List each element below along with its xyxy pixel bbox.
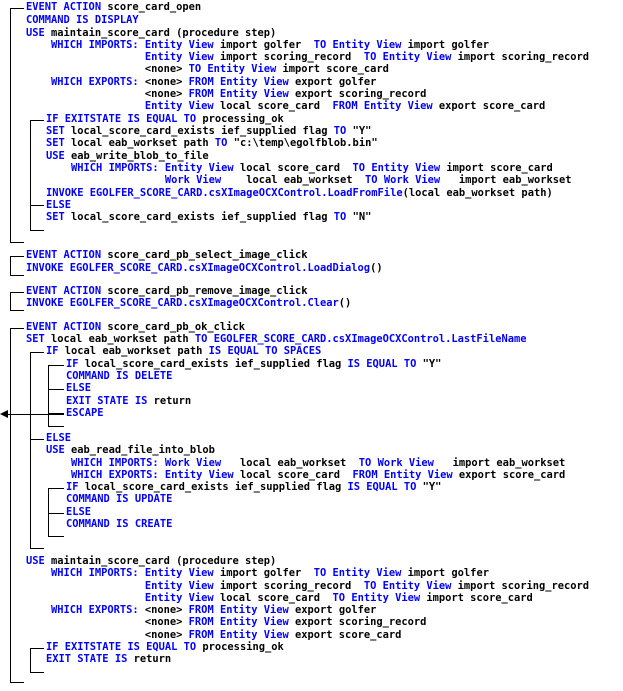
keyword-token: COMMAND IS DISPLAY: [26, 14, 139, 26]
keyword-token: COMMAND IS UPDATE: [66, 493, 173, 505]
code-line-set-local-eab-workset-path-to-c-temp-egolfblob-b[interactable]: [46, 138, 378, 150]
keyword-token: Entity View: [144, 51, 220, 63]
guide-line: [10, 310, 24, 311]
text-token: local eab_workset: [239, 457, 359, 469]
text-token: import eab_workset: [458, 174, 572, 186]
keyword-token: EXIT STATE IS: [46, 653, 134, 665]
code-line-if-local-eab-workset-path-is-equal-to-spaces[interactable]: [46, 346, 321, 358]
text-token: import scoring_record: [219, 580, 364, 592]
keyword-token: FROM Entity View: [188, 629, 296, 641]
keyword-token: Entity View: [144, 100, 220, 112]
text-token: (local eab_workset path): [402, 187, 553, 199]
keyword-token: EXIT STATE IS: [66, 395, 154, 407]
keyword-token: WHICH IMPORTS: Work View: [71, 457, 240, 469]
guide-line: [10, 682, 24, 683]
text-token: [46, 174, 165, 186]
keyword-token: SET: [46, 125, 72, 137]
text-token: [26, 567, 51, 579]
text-token: processing_ok: [202, 641, 284, 653]
code-line-invoke-egolfer-score-card-csximageocxcontrol-loa[interactable]: [26, 263, 383, 275]
keyword-token: USE: [26, 555, 52, 567]
keyword-token: ELSE: [66, 506, 92, 518]
guide-line: [10, 8, 24, 9]
text-token: local score_card: [239, 162, 353, 174]
keyword-token: TO: [333, 211, 353, 223]
code-line-set-local-score-card-exists-ief-supplied-flag-to[interactable]: [46, 212, 371, 224]
guide-line: [30, 205, 44, 206]
code-line-invoke-egolfer-score-card-csximageocxcontrol-loa[interactable]: [46, 188, 553, 200]
text-token: export scoring_record: [295, 616, 427, 628]
keyword-token: IF EXITSTATE IS EQUAL TO: [46, 641, 203, 653]
text-token: [26, 604, 51, 616]
text-token: [26, 100, 145, 112]
text-token: "Y": [422, 358, 442, 370]
keyword-token: IF: [66, 481, 85, 493]
keyword-token: FROM Entity View: [332, 100, 439, 112]
text-token: local_score_card_exists ief_supplied flag: [84, 358, 348, 370]
keyword-token: Work View: [164, 174, 247, 186]
keyword-token: TO: [214, 137, 234, 149]
keyword-token: TO Entity View: [313, 567, 408, 579]
keyword-token: INVOKE EGOLFER_SCORE_CARD.csXImageOCXControl.LoadDialog: [26, 262, 371, 274]
code-line-command-is-display[interactable]: [26, 15, 139, 27]
guide-line: [10, 328, 24, 329]
text-token: processing_ok: [202, 113, 284, 125]
keyword-token: EVENT ACTION: [26, 249, 108, 261]
guide-line: [30, 672, 44, 673]
text-token: import score_card: [282, 63, 389, 75]
keyword-token: USE: [46, 444, 72, 456]
if-bracket: [30, 352, 31, 549]
keyword-token: TO Entity View: [313, 39, 408, 51]
text-token: import golfer: [219, 39, 314, 51]
text-token: local eab_workset path: [64, 345, 209, 357]
keyword-token: SET: [26, 333, 52, 345]
code-line-work-view-local-eab-workset-to-work-view-import-[interactable]: [46, 175, 572, 187]
text-token: <none>: [26, 88, 189, 100]
guide-line: [48, 365, 64, 366]
text-token: import score_card: [446, 162, 553, 174]
guide-line: [48, 426, 64, 427]
text-token: <none>: [144, 604, 189, 616]
text-token: <none>: [144, 76, 189, 88]
text-token: return: [133, 653, 172, 665]
event-bracket: [10, 256, 11, 276]
code-line-command-is-create[interactable]: [66, 519, 172, 531]
code-line-event-action-score-card-pb-select-image-click[interactable]: [26, 250, 308, 262]
code-line-exit-state-is-return[interactable]: [46, 654, 171, 666]
guide-line: [10, 242, 24, 243]
keyword-token: IF: [66, 358, 85, 370]
text-token: export golfer: [295, 604, 377, 616]
if-bracket: [48, 365, 49, 426]
keyword-token: SET: [46, 137, 72, 149]
text-token: local_score_card_exists ief_supplied flag: [84, 481, 348, 493]
keyword-token: WHICH IMPORTS: Entity View: [51, 567, 220, 579]
keyword-token: COMMAND IS CREATE: [66, 518, 173, 530]
keyword-token: SET: [46, 211, 72, 223]
guide-line: [48, 389, 64, 390]
guide-line: [48, 488, 64, 489]
guide-line: [10, 275, 24, 276]
guide-line: [48, 513, 64, 514]
keyword-token: TO EGOLFER_SCORE_CARD.csXImageOCXControl.LastFileName: [194, 333, 527, 345]
text-token: <none>: [26, 616, 189, 628]
text-token: eab_write_blob_to_file: [71, 150, 209, 162]
text-token: import eab_workset: [452, 457, 566, 469]
guide-line: [30, 548, 44, 549]
code-line-command-is-update[interactable]: [66, 494, 172, 506]
text-token: local score_card: [219, 100, 333, 112]
keyword-token: TO Work View: [365, 174, 459, 186]
text-token: [26, 51, 145, 63]
keyword-token: IS EQUAL TO: [347, 481, 423, 493]
text-token: import scoring_record: [457, 580, 590, 592]
keyword-token: FROM Entity View: [188, 76, 296, 88]
code-line-event-action-score-card-open[interactable]: [26, 2, 201, 14]
text-token: export score_card: [438, 100, 546, 112]
text-token: score_card_pb_select_image_click: [107, 249, 308, 261]
event-bracket: [10, 328, 11, 683]
text-token: <none>: [26, 629, 189, 641]
text-token: [26, 39, 51, 51]
code-line-escape[interactable]: [66, 408, 104, 420]
if-bracket: [30, 648, 31, 673]
text-token: import score_card: [426, 592, 533, 604]
keyword-token: IS EQUAL TO: [347, 358, 423, 370]
text-token: "c:\temp\egolfblob.bin": [233, 137, 378, 149]
text-token: maintain_score_card (procedure step): [51, 27, 277, 39]
text-token: import golfer: [407, 567, 489, 579]
keyword-token: ELSE: [46, 432, 72, 444]
code-line-invoke-egolfer-score-card-csximageocxcontrol-cle[interactable]: [26, 298, 351, 310]
keyword-token: Entity View: [144, 592, 220, 604]
keyword-token: IF EXITSTATE IS EQUAL TO: [46, 113, 203, 125]
code-line-use-eab-read-file-into-blob[interactable]: [46, 445, 215, 457]
text-token: local eab_workset: [246, 174, 366, 186]
text-token: import golfer: [407, 39, 489, 51]
text-token: return: [153, 395, 192, 407]
text-token: [26, 580, 145, 592]
keyword-token: Entity View: [144, 580, 220, 592]
guide-line: [30, 648, 44, 649]
guide-line: [10, 292, 24, 293]
text-token: [46, 469, 71, 481]
text-token: export scoring_record: [295, 88, 427, 100]
keyword-token: WHICH EXPORTS: Entity View: [71, 469, 240, 481]
keyword-token: TO Entity View: [332, 592, 427, 604]
guide-line: [30, 439, 44, 440]
text-token: "Y": [422, 481, 442, 493]
keyword-token: TO Entity View: [352, 162, 447, 174]
keyword-token: COMMAND IS DELETE: [66, 370, 173, 382]
event-bracket: [10, 8, 11, 243]
keyword-token: TO Entity View: [363, 51, 458, 63]
text-token: local eab_workset path: [51, 333, 195, 345]
text-token: [26, 76, 51, 88]
guide-line: [30, 352, 44, 353]
text-token: score_card_pb_remove_image_click: [107, 285, 308, 297]
code-line-else[interactable]: [66, 383, 91, 395]
text-token: "N": [352, 211, 372, 223]
keyword-token: TO Entity View: [363, 580, 458, 592]
text-token: import golfer: [219, 567, 314, 579]
keyword-token: FROM Entity View: [188, 604, 296, 616]
text-token: local_score_card_exists ief_supplied flag: [71, 211, 334, 223]
text-token: eab_read_file_into_blob: [71, 444, 215, 456]
keyword-token: FROM Entity View: [352, 469, 459, 481]
keyword-token: USE: [26, 27, 52, 39]
guide-line: [48, 536, 64, 537]
text-token: [46, 457, 71, 469]
keyword-token: TO Work View: [358, 457, 453, 469]
keyword-token: TO: [333, 125, 353, 137]
keyword-token: TO Entity View: [188, 63, 283, 75]
code-line-none-from-entity-view-export-scoring-record[interactable]: [26, 617, 426, 629]
text-token: local score_card: [219, 592, 333, 604]
escape-arrow-head: [0, 410, 8, 418]
text-token: local eab_workset path: [71, 137, 215, 149]
keyword-token: IS EQUAL TO SPACES: [208, 345, 322, 357]
keyword-token: FROM Entity View: [188, 616, 296, 628]
text-token: export score_card: [295, 629, 402, 641]
keyword-token: WHICH IMPORTS: Entity View: [51, 39, 220, 51]
code-line-which-imports-entity-view-import-golfer-to-entit[interactable]: [26, 568, 489, 580]
text-token: import scoring_record: [457, 51, 590, 63]
escape-arrow-line: [6, 414, 64, 415]
text-token: import scoring_record: [219, 51, 364, 63]
text-token: "Y": [352, 125, 372, 137]
keyword-token: WHICH IMPORTS: Entity View: [71, 162, 240, 174]
keyword-token: WHICH EXPORTS:: [51, 604, 145, 616]
keyword-token: EVENT ACTION: [26, 285, 108, 297]
keyword-token: IF: [46, 345, 65, 357]
keyword-token: EVENT ACTION: [26, 321, 108, 333]
guide-line: [30, 120, 44, 121]
text-token: local score_card: [239, 469, 353, 481]
text-token: local_score_card_exists ief_supplied flag: [71, 125, 334, 137]
code-line-entity-view-local-score-card-from-entity-view-ex[interactable]: [26, 101, 545, 113]
keyword-token: EVENT ACTION: [26, 1, 108, 13]
keyword-token: ELSE: [46, 199, 72, 211]
guide-line: [10, 256, 24, 257]
keyword-token: WHICH EXPORTS:: [51, 76, 145, 88]
text-token: maintain_score_card (procedure step): [51, 555, 277, 567]
keyword-token: ELSE: [66, 382, 92, 394]
text-token: (): [370, 262, 383, 274]
text-token: [46, 162, 71, 174]
text-token: score_card_open: [107, 1, 202, 13]
text-token: score_card_pb_ok_click: [107, 321, 245, 333]
text-token: <none>: [26, 63, 189, 75]
text-token: export golfer: [295, 76, 377, 88]
guide-line: [30, 230, 44, 231]
if-bracket: [30, 120, 31, 230]
code-line-none-to-entity-view-import-score-card[interactable]: [26, 64, 389, 76]
keyword-token: INVOKE EGOLFER_SCORE_CARD.csXImageOCXControl.LoadFromFile: [46, 187, 403, 199]
keyword-token: USE: [46, 150, 72, 162]
text-token: export score_card: [458, 469, 566, 481]
keyword-token: ESCAPE: [66, 407, 104, 419]
event-bracket: [10, 292, 11, 311]
keyword-token: FROM Entity View: [188, 88, 296, 100]
keyword-token: INVOKE EGOLFER_SCORE_CARD.csXImageOCXControl.Clear: [26, 297, 339, 309]
text-token: (): [338, 297, 352, 309]
text-token: [26, 592, 145, 604]
